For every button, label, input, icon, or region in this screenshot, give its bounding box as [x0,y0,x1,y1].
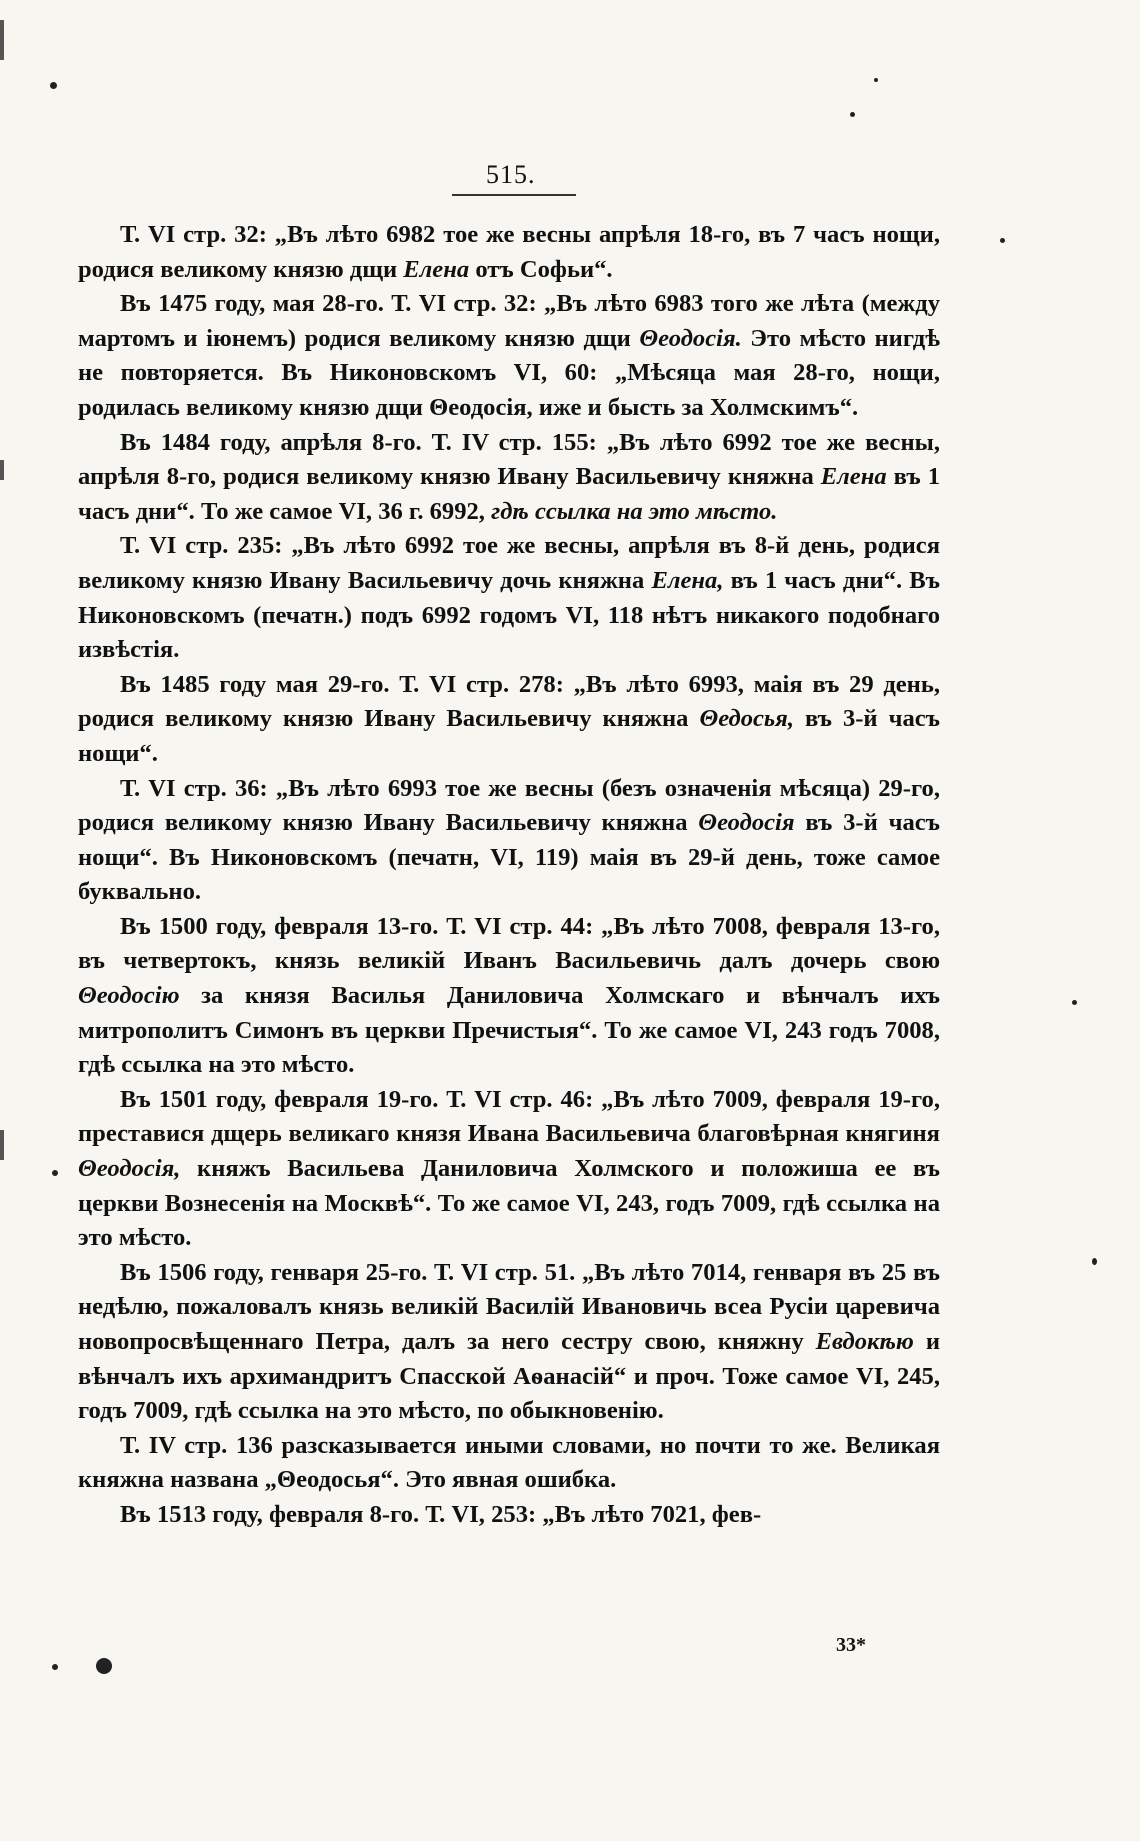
italic-name-text: Елена [403,255,470,283]
paragraph-text: Въ 1501 году, февраля 19-го. Т. VI стр. 46: „Въ лѣто 7009, февраля 19-го, преставися дщерь великаго князя Ивана Васильевича благовѣрная княгиня [78,1085,940,1148]
paragraph-text: Въ 1500 году, февраля 13-го. Т. VI стр. 44: „Въ лѣто 7008, февраля 13-го, въ четвертокъ, князь великій Иванъ Васильевичь далъ дочерь свою [78,912,940,975]
paragraph [78,218,940,287]
scan-speck [850,112,855,117]
paragraph-text: княжъ Васильева Даниловича Холмского и положиша ее въ церкви Вознесенія на Москвѣ“. То же самое VI, 243, годъ 7009, гдѣ ссылка на это мѣсто. [78,1155,940,1252]
paragraph-text: Въ 1484 году, апрѣля 8-го. Т. IV стр. 155: „Въ лѣто 6992 тое же весны, апрѣля 8-го, родися великому князю Ивану Васильевичу княжна [78,428,940,491]
paragraph-text: Въ 1475 году, мая 28-го. Т. VI стр. 32: „Въ лѣто 6983 того же лѣта (между мартомъ и іюнемъ) родися великому князю дщи [78,290,940,352]
paragraph-text: въ 3-й часъ нощи“. Въ Никоновскомъ (печатн, VI, 119) маія въ 29-й день, тоже самое буквально. [78,809,940,906]
paragraph-text: и вѣнчалъ ихъ архимандритъ Спасской Аѳанасій“ и проч. Тоже самое VI, 245, годъ 7009, гдѣ ссылка на это мѣсто, по обыкновенію. [78,1328,940,1425]
scan-speck [1092,1258,1097,1265]
page-number: 515. [486,160,536,189]
paragraph-text: за князя Василья Даниловича Холмскаго и вѣнчалъ ихъ митрополитъ Симонъ въ церкви Пречистыя“. То же самое VI, 243 годъ 7008, гдѣ ссылка на это мѣсто. [78,982,940,1079]
paragraph-text: Т. IV стр. 136 разсказывается иными словами, но почти то же. Великая княжна названа „Θеодосья“. Это явная ошибка. [78,1431,940,1494]
paragraph-text: Т. VI стр. 36: „Въ лѣто 6993 тое же весны (безъ означенія мѣсяца) 29-го, родися великому князю Ивану Васильевичу княжна [78,774,940,837]
italic-name-text: Θедосья, [699,705,794,733]
italic-name-text: Θеодосію [78,982,180,1010]
scan-speck [1072,1000,1077,1005]
paragraph [78,772,940,910]
italic-name-text: Θеодосія [698,809,795,837]
italic-name-text: Елена, [651,566,724,594]
scan-edge-mark [0,1130,4,1160]
scan-speck [1000,238,1005,243]
italic-name-text: Θеодосія. [639,324,742,352]
paragraph-text: Въ 1513 году, февраля 8-го. Т. VI, 253: „Въ лѣто 7021, фев- [120,1500,762,1528]
paragraph [78,426,940,530]
paragraph [78,1498,940,1533]
scan-speck [96,1658,112,1674]
scan-speck [50,82,57,89]
paragraph [78,287,940,425]
paragraph-text: въ 1 часъ дни“. То же самое VI, 36 г. 6992, [78,463,940,525]
italic-name-text: Евдокѣю [815,1328,914,1355]
paragraph-text: Т. VI стр. 32: „Въ лѣто 6982 тое же весны апрѣля 18-го, въ 7 часъ нощи, родися великому князю дщи [78,221,940,283]
scan-edge-mark [0,460,4,480]
scan-edge-mark [0,20,4,60]
paragraph [78,910,940,1083]
paragraph-text: отъ Софьи“. [469,255,613,283]
scan-speck [52,1170,58,1176]
paragraph-text: въ 1 часъ дни“. Въ Никоновскомъ (печатн.) подъ 6992 годомъ VI, 118 нѣтъ никакого подобнаго извѣстія. [78,566,941,664]
paragraph-text: Это мѣсто нигдѣ не повторяется. Въ Никоновскомъ VI, 60: „Мѣсяца мая 28-го, нощи, родилась великому князю дщи Θеодосія, иже и бысть за Холмскимъ“. [78,324,940,421]
paragraph [78,668,940,772]
italic-name-text: Θеодосія, [78,1155,181,1183]
paragraph-text: въ 3-й часъ нощи“. [78,705,941,767]
italic-name-text: гдѣ ссылка на это мѣсто. [491,497,778,525]
paragraph-text: Въ 1485 году мая 29-го. Т. VI стр. 278: „Въ лѣто 6993, маія въ 29 день, родися великому князю Ивану Васильевичу княжна [78,670,940,733]
signature-mark: 33* [836,1634,866,1656]
paragraph [78,529,940,667]
paragraph-text: Т. VI стр. 235: „Въ лѣто 6992 тое же весны, апрѣля въ 8-й день, родися великому князю Ивану Васильевичу дочь княжна [78,532,940,594]
scan-speck [874,78,878,82]
paragraph [78,1256,940,1429]
paragraph [78,1083,940,1256]
page-number-rule [452,194,576,196]
paragraph-text: Въ 1506 году, генваря 25-го. Т. VI стр. 51. „Въ лѣто 7014, генваря въ 25 въ недѣлю, пожаловалъ князь великій Василій Ивановичь всеа Русіи царевича новопросвѣщеннаго Петра, далъ за него сестру свою, княжну [78,1258,940,1355]
italic-name-text: Елена [820,463,887,491]
paragraph [78,1429,940,1498]
scan-speck [52,1664,58,1670]
body-text [78,218,940,1533]
